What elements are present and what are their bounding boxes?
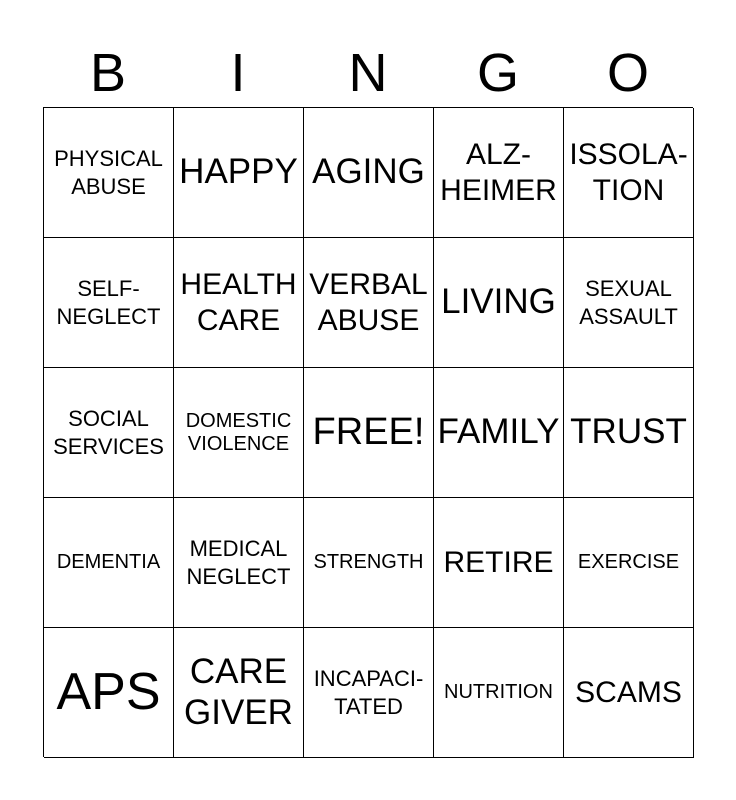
bingo-cell[interactable]: SOCIAL SERVICES (44, 368, 174, 498)
header-letter-i: I (230, 43, 246, 103)
bingo-cell[interactable]: FAMILY (434, 368, 564, 498)
bingo-cell[interactable]: SCAMS (564, 628, 694, 758)
bingo-cell[interactable]: MEDICAL NEGLECT (174, 498, 304, 628)
header-letter-n: N (348, 43, 388, 103)
bingo-cell[interactable]: SELF- NEGLECT (44, 238, 174, 368)
bingo-cell[interactable]: PHYSICAL ABUSE (44, 108, 174, 238)
free-space-cell[interactable]: FREE! (304, 368, 434, 498)
bingo-cell[interactable]: DOMESTIC VIOLENCE (174, 368, 304, 498)
bingo-cell[interactable]: ALZ- HEIMER (434, 108, 564, 238)
bingo-cell[interactable]: EXERCISE (564, 498, 694, 628)
bingo-cell[interactable]: DEMENTIA (44, 498, 174, 628)
bingo-cell[interactable]: APS (44, 628, 174, 758)
bingo-cell[interactable]: RETIRE (434, 498, 564, 628)
bingo-cell[interactable]: VERBAL ABUSE (304, 238, 434, 368)
bingo-cell[interactable]: STRENGTH (304, 498, 434, 628)
bingo-cell[interactable]: ISSOLA- TION (564, 108, 694, 238)
header-letter-g: G (476, 43, 519, 103)
bingo-cell[interactable]: INCAPACI- TATED (304, 628, 434, 758)
bingo-cell[interactable]: HAPPY (174, 108, 304, 238)
bingo-cell[interactable]: TRUST (564, 368, 694, 498)
bingo-cell[interactable]: HEALTH CARE (174, 238, 304, 368)
bingo-header (43, 40, 693, 106)
bingo-cell[interactable]: NUTRITION (434, 628, 564, 758)
header-letter-o: O (606, 43, 649, 103)
bingo-cell[interactable]: SEXUAL ASSAULT (564, 238, 694, 368)
bingo-board (43, 107, 693, 757)
bingo-cell[interactable]: LIVING (434, 238, 564, 368)
bingo-cell[interactable]: CARE GIVER (174, 628, 304, 758)
header-letter-b: B (89, 43, 127, 103)
bingo-cell[interactable]: AGING (304, 108, 434, 238)
